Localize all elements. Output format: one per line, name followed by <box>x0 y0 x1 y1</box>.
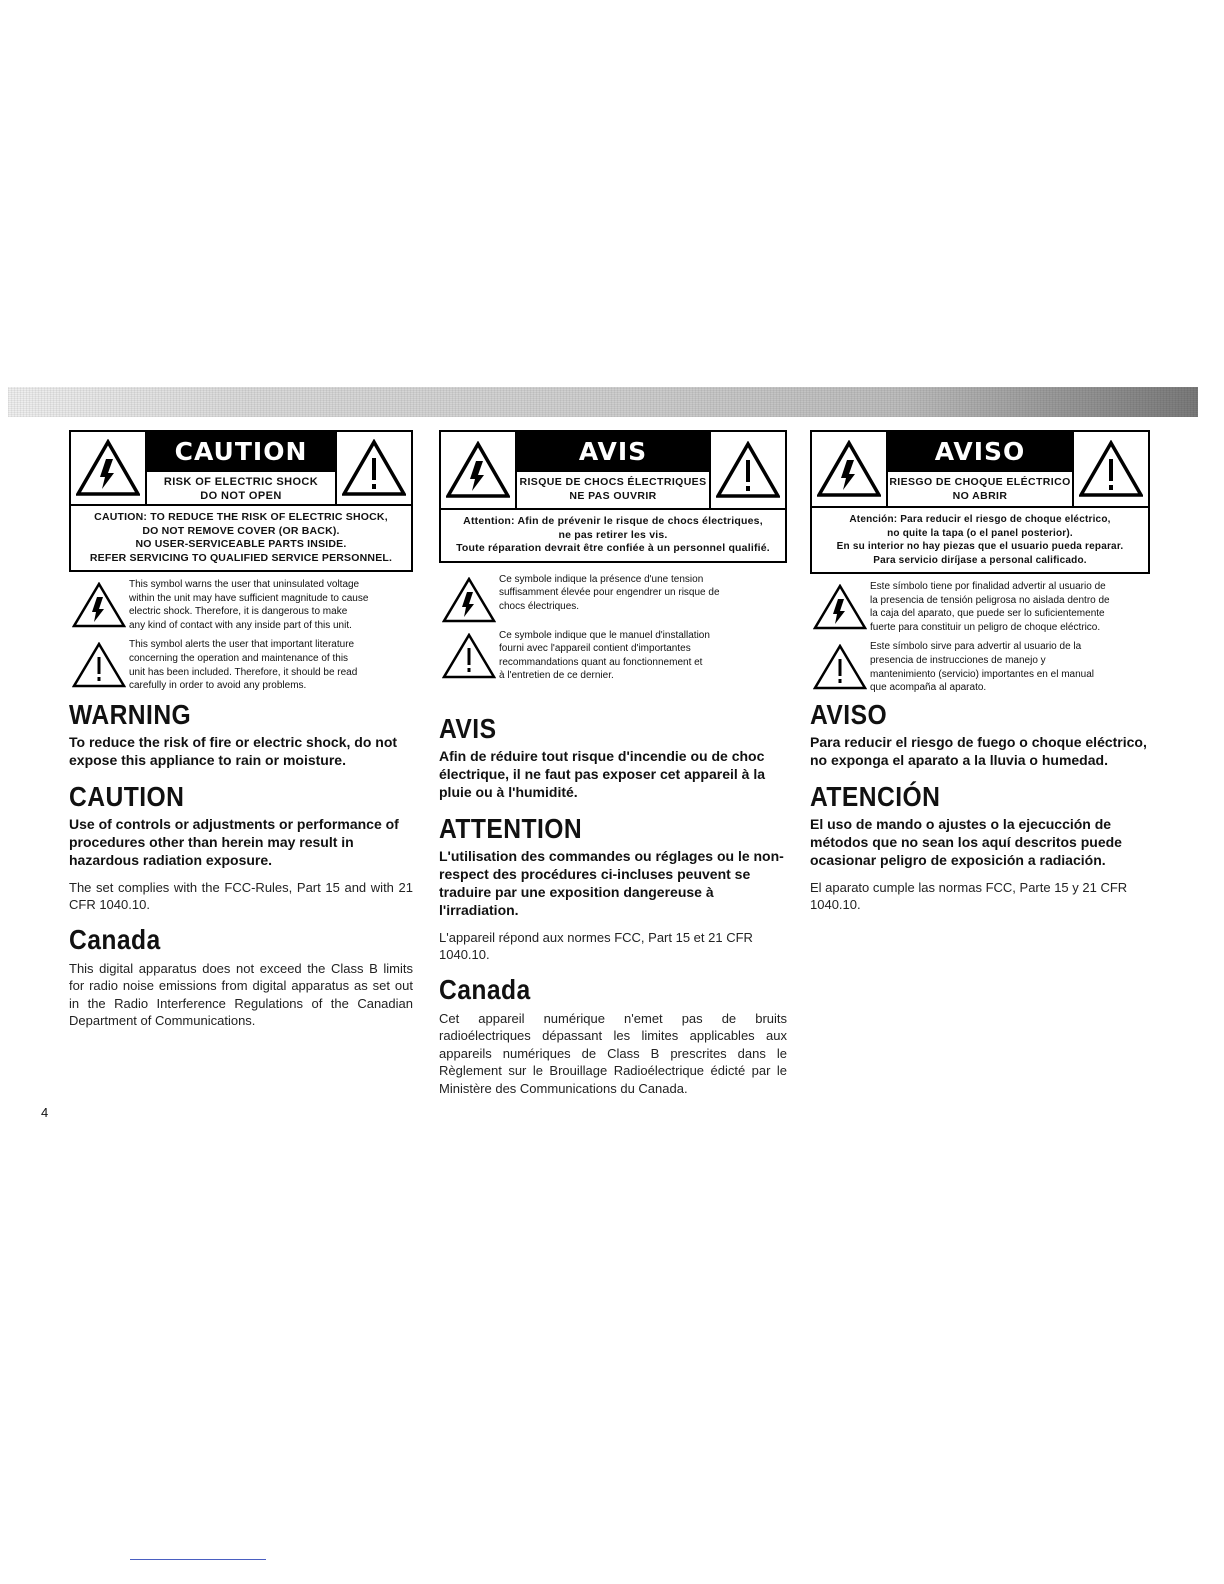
label-subtitle: RISQUE DE CHOCS ÉLECTRIQUES NE PAS OUVRIR <box>519 476 707 502</box>
lightning-triangle-icon <box>71 432 145 504</box>
lightning-symbol-explanation: Este símbolo tiene por finalidad advertir al usuario de la presencia de tensión peligrosa no aislada dentro de la caja del aparato, que puede ser lo suficientemente fuerte para constituir un peligro de choque eléctrico. <box>810 580 1150 634</box>
warning-text: To reduce the risk of fire or electric shock, do not expose this appliance to rain or moisture. <box>69 733 398 768</box>
lightning-symbol-explanation: This symbol warns the user that uninsulated voltage within the unit may have sufficient magnitude to cause electric shock. Therefore, it is dangerous to make any kind of contact with any inside part of this unit. <box>69 578 413 632</box>
header-band <box>8 387 1198 417</box>
label-instructions: Atención: Para reducir el riesgo de choque eléctrico, no quite la tapa (o el panel posterior). En su interior no hay piezas que el usuario pueda reparar. Para servicio diríjase a personal calificado. <box>836 514 1124 566</box>
canada-text: This digital apparatus does not exceed the Class B limits for radio noise emissions from digital apparatus as set out in the Radio Interference Regulations of the Canadian Department of Communications. <box>69 960 413 1029</box>
canada-heading: Canada <box>439 973 531 1005</box>
lightning-triangle-icon <box>812 432 886 506</box>
lightning-triangle-icon <box>69 578 129 628</box>
label-subtitle: RIESGO DE CHOQUE ELÉCTRICO NO ABRIR <box>889 476 1071 502</box>
exclamation-triangle-icon <box>439 629 499 679</box>
atencion-heading: ATENCIÓN <box>810 780 941 812</box>
label-title: CAUTION <box>147 432 335 472</box>
exclamation-triangle-icon <box>711 432 785 508</box>
caution-heading: CAUTION <box>69 780 185 812</box>
fcc-text: The set complies with the FCC-Rules, Part 15 and with 21 CFR 1040.10. <box>69 879 413 913</box>
label-title: AVISO <box>888 432 1072 472</box>
exclamation-triangle-icon <box>69 638 129 688</box>
avis-heading: AVIS <box>439 712 497 744</box>
caution-text: Use of controls or adjustments or performance of procedures other than herein may result in hazardous radiation exposure. <box>69 815 399 868</box>
fcc-text: L'appareil répond aux normes FCC, Part 15 et 21 CFR 1040.10. <box>439 929 753 963</box>
page-number: 4 <box>41 1105 49 1120</box>
atencion-text: El uso de mando o ajustes o la ejecucción de métodos que no sean los aquí descritos puede ocasionar peligro de exposición a radiación. <box>810 815 1122 868</box>
lightning-triangle-icon <box>439 573 499 623</box>
exclamation-symbol-explanation: Ce symbole indique que le manuel d'installation fourni avec l'appareil contient d'importantes recommandations quant au fonctionnement et à l'entretien de ce dernier. <box>439 629 787 683</box>
french-column <box>439 430 787 1097</box>
aviso-text: Para reducir el riesgo de fuego o choque eléctrico, no exponga el aparato a la lluvia o humedad. <box>810 733 1147 768</box>
label-subtitle: RISK OF ELECTRIC SHOCK DO NOT OPEN <box>163 476 319 502</box>
canada-text: Cet appareil numérique n'emet pas de bruits radioélectriques dépassant les limites applicables aux appareils numériques de Class B prescrites dans le Règlement sur le Brouillage Radioélectrique édicté par le Ministère des Communications du Canada. <box>439 1010 787 1096</box>
exclamation-symbol-explanation: Este símbolo sirve para advertir al usuario de la presencia de instrucciones de manejo y mantenimiento (servicio) importantes en el manual que acompaña al aparato. <box>810 640 1150 694</box>
exclamation-triangle-icon <box>810 640 870 690</box>
avis-label-box <box>439 430 787 563</box>
fcc-text: El aparato cumple las normas FCC, Parte 15 y 21 CFR 1040.10. <box>810 879 1128 913</box>
canada-heading: Canada <box>69 923 161 955</box>
aviso-label-box <box>810 430 1150 574</box>
avis-text: Afin de réduire tout risque d'incendie ou de choc électrique, il ne faut pas exposer cet appareil à la pluie ou à l'humidité. <box>439 747 766 800</box>
label-instructions: Attention: Afin de prévenir le risque de chocs électriques, ne pas retirer les vis. Toute réparation devrait être confiée à un personnel qualifié. <box>456 515 770 554</box>
attention-text: L'utilisation des commandes ou réglages ou le non-respect des procédures ci-incluses peuvent se traduire par une exposition dangereuse à l'irradiation. <box>439 847 784 918</box>
lightning-triangle-icon <box>441 432 515 508</box>
attention-heading: ATTENTION <box>439 812 583 844</box>
warning-heading: WARNING <box>69 698 192 730</box>
footer-divider <box>130 1559 266 1560</box>
english-column <box>69 430 413 1030</box>
exclamation-triangle-icon <box>337 432 411 504</box>
exclamation-symbol-explanation: This symbol alerts the user that important literature concerning the operation and maintenance of this unit has been included. Therefore, it should be read carefully in order to avoid any problems. <box>69 638 413 692</box>
label-instructions: CAUTION: TO REDUCE THE RISK OF ELECTRIC SHOCK, DO NOT REMOVE COVER (OR BACK). NO USER-SERVICEABLE PARTS INSIDE. REFER SERVICING TO QUALIFIED SERVICE PERSONNEL. <box>89 511 393 564</box>
lightning-symbol-explanation: Ce symbole indique la présence d'une tension suffisamment élevée pour engendrer un risque de chocs électriques. <box>439 573 787 623</box>
lightning-triangle-icon <box>810 580 870 630</box>
caution-label-box <box>69 430 413 572</box>
spanish-column <box>810 430 1150 914</box>
exclamation-triangle-icon <box>1074 432 1148 506</box>
label-title: AVIS <box>517 432 709 472</box>
aviso-heading: AVISO <box>810 698 888 730</box>
